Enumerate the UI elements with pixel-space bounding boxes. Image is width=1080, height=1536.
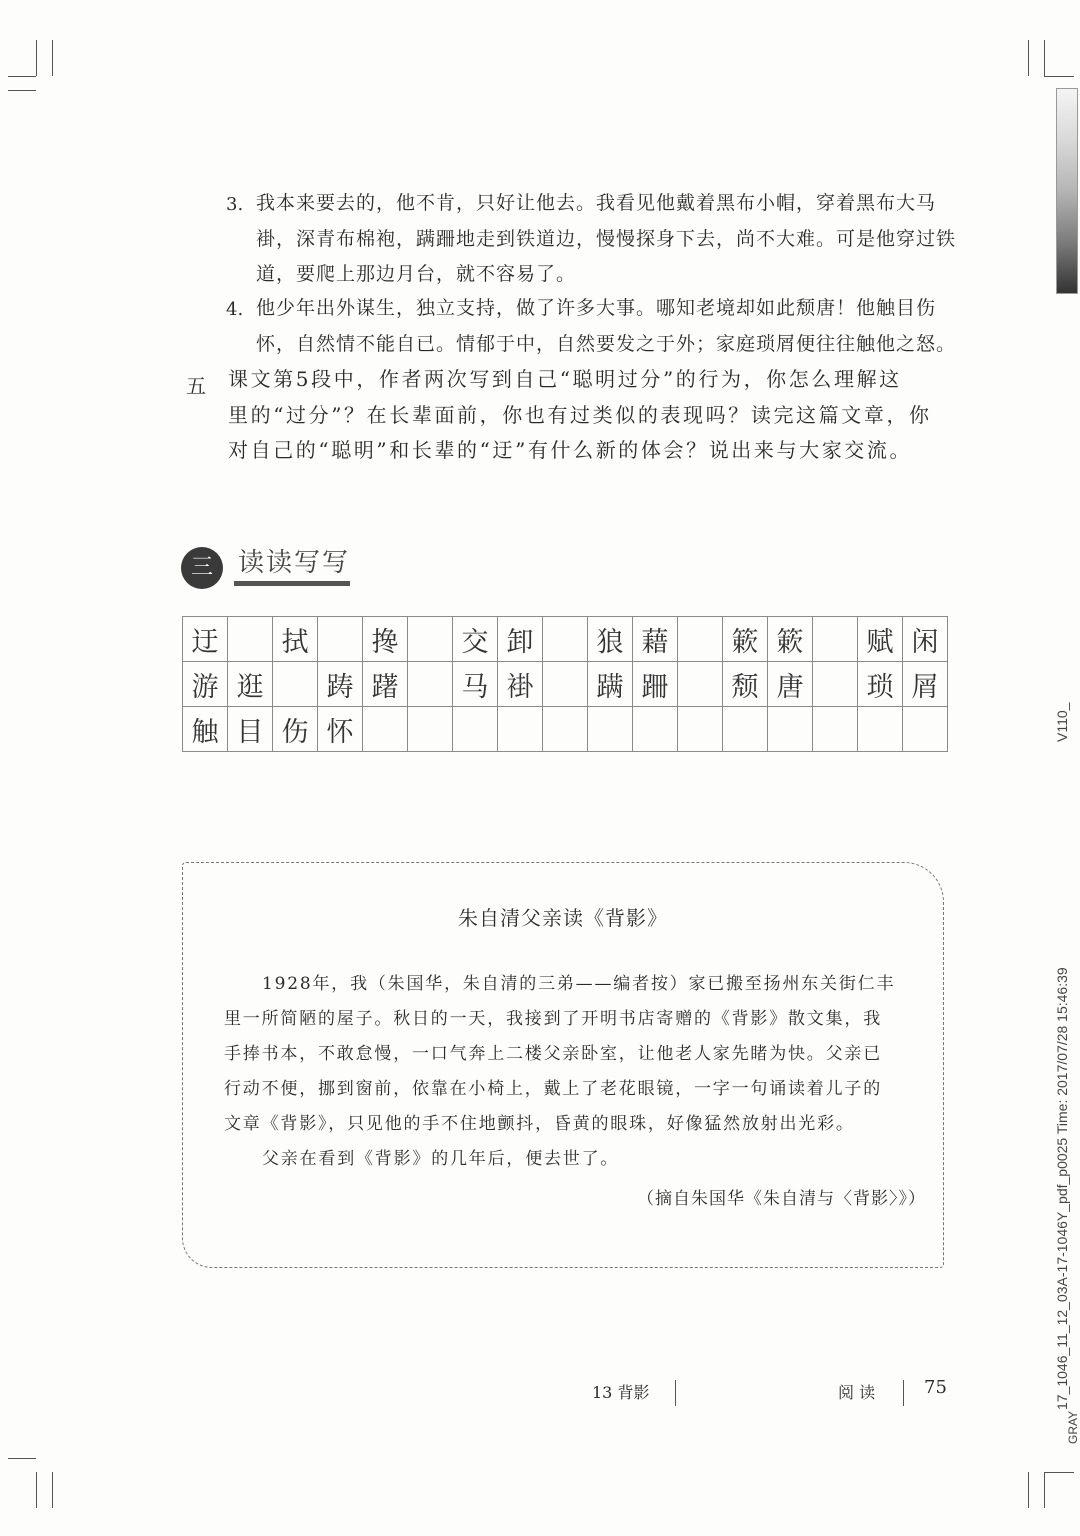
crop-mark: [8, 76, 36, 77]
grid-cell: [678, 662, 723, 707]
grid-cell: [453, 707, 498, 752]
grid-cell: 跚: [633, 662, 678, 707]
crop-mark: [1044, 1472, 1074, 1473]
grid-cell: 闲: [903, 617, 948, 662]
box-text: [224, 967, 895, 1177]
grid-cell: 交: [453, 617, 498, 662]
footer-unit: 阅 读: [838, 1383, 876, 1402]
grid-cell: 拭: [273, 617, 318, 662]
grid-cell: 赋: [858, 617, 903, 662]
question-3-text: [256, 186, 956, 293]
crop-mark: [1028, 1472, 1029, 1508]
grid-cell: 踌: [318, 662, 363, 707]
question-4-text: [256, 291, 956, 362]
crop-mark: [1044, 40, 1045, 76]
grid-cell: 触: [183, 707, 228, 752]
grid-cell: [408, 662, 453, 707]
grid-cell: 唐: [768, 662, 813, 707]
text-line: 手捧书本，不敢怠慢，一口气奔上二楼父亲卧室，让他老人家先睹为快。父亲已: [224, 1044, 882, 1064]
crop-mark: [52, 40, 53, 76]
grid-cell: [363, 707, 408, 752]
question-number: 五: [186, 374, 206, 398]
grid-cell: [813, 662, 858, 707]
footer-divider: [903, 1380, 904, 1406]
grid-cell: 簌: [723, 617, 768, 662]
question-number: 3.: [226, 194, 244, 215]
grid-cell: 卸: [498, 617, 543, 662]
grid-cell: [723, 707, 768, 752]
grid-cell: 目: [228, 707, 273, 752]
grid-cell: 怀: [318, 707, 363, 752]
gray-scale-bar: [1056, 88, 1078, 294]
text-line: 他少年出外谋生，独立支持，做了许多大事。哪知老境却如此颓唐！他触目伤: [256, 297, 937, 319]
grid-cell: [768, 707, 813, 752]
grid-cell: 迂: [183, 617, 228, 662]
grid-cell: [543, 707, 588, 752]
grid-cell: 搀: [363, 617, 408, 662]
text-line: 1928年，我（朱国华，朱自清的三弟——编者按）家已搬至扬州东关街仁丰: [262, 974, 896, 994]
crop-mark: [36, 40, 37, 76]
grid-row: [183, 617, 948, 662]
text-line: 怀，自然情不能自已。情郁于中，自然要发之于外；家庭琐屑便往往触他之怒。: [256, 332, 957, 355]
grid-cell: 褂: [498, 662, 543, 707]
margin-code-bottom: 17_1046_11_12_03A-17-1046Y_pdf_p0025 Time: 2017/07/28 15:46:39: [1054, 967, 1070, 1410]
text-line: 里一所简陋的屋子。秋日的一天，我接到了开明书店寄赠的《背影》散文集，我: [224, 1009, 882, 1029]
grid-cell: [633, 707, 678, 752]
text-line: 道，要爬上那边月台，就不容易了。: [256, 263, 577, 285]
box-source: （摘自朱国华《朱自清与〈背影〉》）: [637, 1189, 926, 1209]
grid-cell: [588, 707, 633, 752]
grid-cell: 簌: [768, 617, 813, 662]
text-line: 父亲在看到《背影》的几年后，便去世了。: [262, 1149, 620, 1169]
text-line: 对自己的“聪明”和长辈的“迂”有什么新的体会？说出来与大家交流。: [228, 438, 913, 462]
grid-cell: [543, 662, 588, 707]
grid-cell: [408, 617, 453, 662]
page-number: 75: [924, 1377, 947, 1398]
grid-cell: 马: [453, 662, 498, 707]
crop-mark: [52, 1472, 53, 1508]
text-line: 里的“过分”？在长辈面前，你也有过类似的表现吗？读完这篇文章，你: [228, 402, 932, 427]
grid-cell: [903, 707, 948, 752]
grid-cell: 狼: [588, 617, 633, 662]
grid-cell: 游: [183, 662, 228, 707]
title-underline: [234, 581, 350, 586]
grid-cell: [228, 617, 273, 662]
section-number-badge: 三: [181, 547, 223, 589]
margin-code-top: V110_: [1054, 702, 1070, 742]
grid-cell: [678, 707, 723, 752]
crop-mark: [8, 90, 36, 91]
grid-cell: 藉: [633, 617, 678, 662]
grid-cell: [273, 662, 318, 707]
grid-cell: [858, 707, 903, 752]
grid-cell: [543, 617, 588, 662]
grid-cell: 颓: [723, 662, 768, 707]
text-line: 行动不便，挪到窗前，依靠在小椅上，戴上了老花眼镜，一字一句诵读着儿子的: [224, 1079, 882, 1099]
text-line: 我本来要去的，他不肯，只好让他去。我看见他戴着黑布小帽，穿着黑布大马: [256, 192, 937, 214]
footer-lesson: 13 背影: [592, 1383, 650, 1402]
grid-row: [183, 707, 948, 752]
grid-cell: [678, 617, 723, 662]
footer-divider: [675, 1380, 676, 1406]
grid-cell: 伤: [273, 707, 318, 752]
grid-cell: 屑: [903, 662, 948, 707]
crop-mark: [1028, 40, 1029, 76]
grid-cell: [408, 707, 453, 752]
margin-gray-label: GRAY: [1066, 1410, 1080, 1444]
crop-mark: [8, 1458, 36, 1459]
crop-mark: [36, 1472, 37, 1508]
question-number: 4.: [226, 299, 244, 320]
vocabulary-grid: [182, 616, 948, 752]
grid-cell: [498, 707, 543, 752]
grid-cell: [813, 617, 858, 662]
grid-cell: 琐: [858, 662, 903, 707]
grid-row: [183, 662, 948, 707]
box-title: 朱自清父亲读《背影》: [458, 906, 668, 930]
crop-mark: [1044, 76, 1074, 77]
grid-cell: 蹒: [588, 662, 633, 707]
grid-cell: [318, 617, 363, 662]
grid-cell: [813, 707, 858, 752]
text-line: 课文第5段中，作者两次写到自己“聪明过分”的行为，你怎么理解这: [228, 367, 902, 391]
question-5-text: [228, 362, 932, 469]
text-line: 褂，深青布棉袍，蹒跚地走到铁道边，慢慢探身下去，尚不大难。可是他穿过铁: [256, 227, 957, 250]
grid-cell: 逛: [228, 662, 273, 707]
text-line: 文章《背影》，只见他的手不住地颤抖，昏黄的眼珠，好像猛然放射出光彩。: [224, 1114, 855, 1134]
grid-cell: 躇: [363, 662, 408, 707]
crop-mark: [1044, 1472, 1045, 1508]
section-title: 读读写写: [238, 548, 351, 578]
